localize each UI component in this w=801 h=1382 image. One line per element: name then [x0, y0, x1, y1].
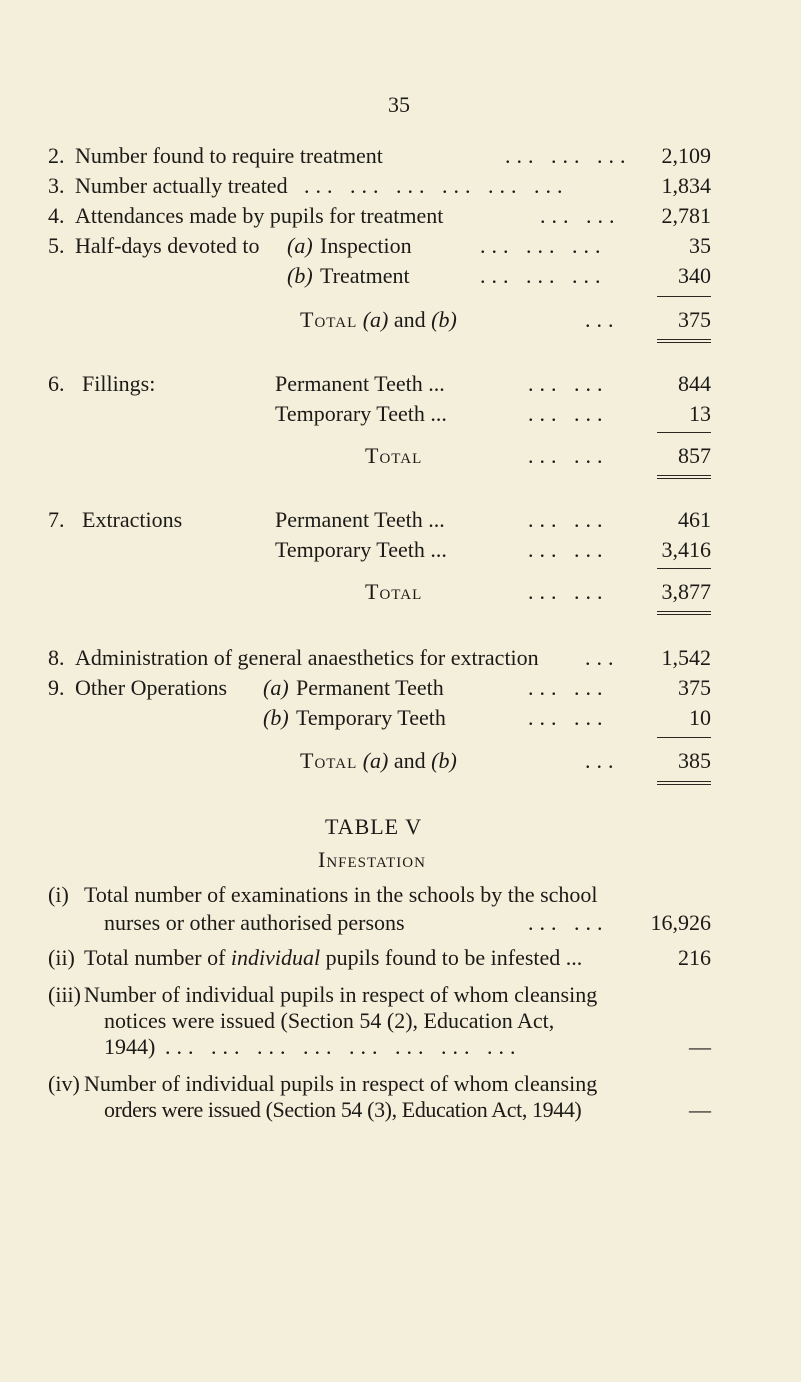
row-mark: (iii) — [48, 982, 81, 1007]
total-a: (a) — [362, 748, 389, 773]
row-text-line: Number of individual pupils in respect of whom cleansing — [84, 982, 598, 1007]
row-text-line: notices were issued (Section 54 (2), Education Act, — [104, 1008, 555, 1033]
row-text-line: orders were issued (Section 54 (3), Education Act, 1944) — [104, 1097, 582, 1122]
item-number: 4. — [48, 203, 65, 228]
item-number: 3. — [48, 173, 65, 198]
sub-item-label: Inspection — [320, 233, 412, 258]
total-and: and — [393, 748, 426, 773]
row-text-line: Total number of examinations in the schools by the school — [84, 882, 598, 907]
item-number: 8. — [48, 645, 65, 670]
item-label: Attendances made by pupils for treatment — [75, 203, 444, 228]
row-text-italic: individual — [230, 945, 321, 970]
leader-dots: ... ... ... — [505, 143, 632, 168]
leader-dots: ... ... — [528, 910, 609, 935]
item-value: 35 — [689, 233, 711, 258]
item-value: 2,781 — [661, 203, 711, 228]
item-value: 1,542 — [661, 645, 711, 670]
leader-dots: ... ... — [528, 579, 609, 604]
total-word: Total — [365, 443, 423, 468]
leader-dots: ... — [585, 748, 620, 773]
sub-item-mark: (b) — [287, 263, 313, 288]
item-label: Administration of general anaesthetics for extraction — [75, 645, 539, 670]
total-value: 375 — [678, 307, 711, 332]
item-value: 340 — [678, 263, 711, 288]
sub-item-label: Temporary Teeth ... — [275, 401, 447, 426]
row-text-pre: Total number of — [84, 945, 226, 970]
item-value: 10 — [689, 705, 711, 730]
item-value: 844 — [678, 371, 711, 396]
leader-dots: ... ... — [528, 371, 609, 396]
item-label: Number found to require treatment — [75, 143, 383, 168]
item-label: Extractions — [82, 507, 183, 532]
sub-item-label: Permanent Teeth — [296, 675, 444, 700]
row-value: — — [689, 1034, 711, 1059]
sub-item-mark: (b) — [263, 705, 289, 730]
row-mark: (iv) — [48, 1071, 80, 1096]
total-word: Total — [365, 579, 423, 604]
leader-dots: ... ... ... ... ... ... ... ... — [165, 1034, 522, 1059]
row-text-line — [84, 945, 582, 971]
total-value: 857 — [678, 443, 711, 468]
item-value: 1,834 — [661, 173, 711, 198]
table-title: TABLE V — [325, 814, 423, 839]
total-word: Total — [300, 748, 358, 773]
row-text-line: Number of individual pupils in respect of whom cleansing — [84, 1071, 598, 1096]
item-number: 7. — [48, 507, 65, 532]
row-mark: (ii) — [48, 945, 75, 970]
row-text-line: nurses or other authorised persons — [104, 910, 405, 935]
item-value: 461 — [678, 507, 711, 532]
sum-rule — [657, 737, 711, 738]
row-value: 16,926 — [650, 910, 711, 935]
leader-dots: ... — [585, 645, 620, 670]
sub-item-label: Permanent Teeth ... — [275, 371, 445, 396]
total-row — [300, 307, 457, 333]
sub-item-label: Temporary Teeth — [296, 705, 446, 730]
row-value: — — [689, 1097, 711, 1122]
item-number: 6. — [48, 371, 65, 396]
sub-item-mark: (a) — [263, 675, 289, 700]
leader-dots: ... ... — [528, 537, 609, 562]
total-b: (b) — [431, 307, 457, 332]
table-subtitle: Infestation — [318, 847, 426, 872]
total-value: 385 — [678, 748, 711, 773]
row-text-post: pupils found to be infested ... — [325, 945, 583, 970]
item-label: Other Operations — [75, 675, 228, 700]
page-number: 35 — [388, 92, 410, 117]
item-number: 9. — [48, 675, 65, 700]
leader-dots: ... ... ... — [480, 233, 607, 258]
sum-rule — [657, 432, 711, 433]
total-b: (b) — [431, 748, 457, 773]
sum-rule — [657, 296, 711, 297]
item-number: 2. — [48, 143, 65, 168]
sub-item-label: Treatment — [320, 263, 410, 288]
item-value: 3,416 — [661, 537, 711, 562]
total-word: Total — [300, 307, 358, 332]
row-text-line: 1944) — [104, 1034, 156, 1059]
leader-dots: ... — [585, 307, 620, 332]
leader-dots: ... ... ... ... ... ... — [304, 173, 569, 198]
leader-dots: ... ... — [540, 203, 621, 228]
double-rule — [657, 781, 711, 785]
item-value: 13 — [689, 401, 711, 426]
total-row — [300, 748, 457, 774]
leader-dots: ... ... — [528, 675, 609, 700]
sub-item-label: Permanent Teeth ... — [275, 507, 445, 532]
row-value: 216 — [678, 945, 711, 970]
leader-dots: ... ... ... — [480, 263, 607, 288]
total-and: and — [393, 307, 426, 332]
row-mark: (i) — [48, 882, 69, 907]
item-value: 375 — [678, 675, 711, 700]
item-label: Fillings: — [82, 371, 156, 396]
leader-dots: ... ... — [528, 443, 609, 468]
double-rule — [657, 611, 711, 615]
double-rule — [657, 475, 711, 479]
item-value: 2,109 — [661, 143, 711, 168]
leader-dots: ... ... — [528, 705, 609, 730]
leader-dots: ... ... — [528, 401, 609, 426]
leader-dots: ... ... — [528, 507, 609, 532]
item-label: Half-days devoted to — [75, 233, 260, 258]
total-a: (a) — [362, 307, 389, 332]
item-number: 5. — [48, 233, 65, 258]
item-label: Number actually treated — [75, 173, 288, 198]
sub-item-mark: (a) — [287, 233, 313, 258]
total-value: 3,877 — [661, 579, 711, 604]
sum-rule — [657, 568, 711, 569]
double-rule — [657, 339, 711, 343]
sub-item-label: Temporary Teeth ... — [275, 537, 447, 562]
